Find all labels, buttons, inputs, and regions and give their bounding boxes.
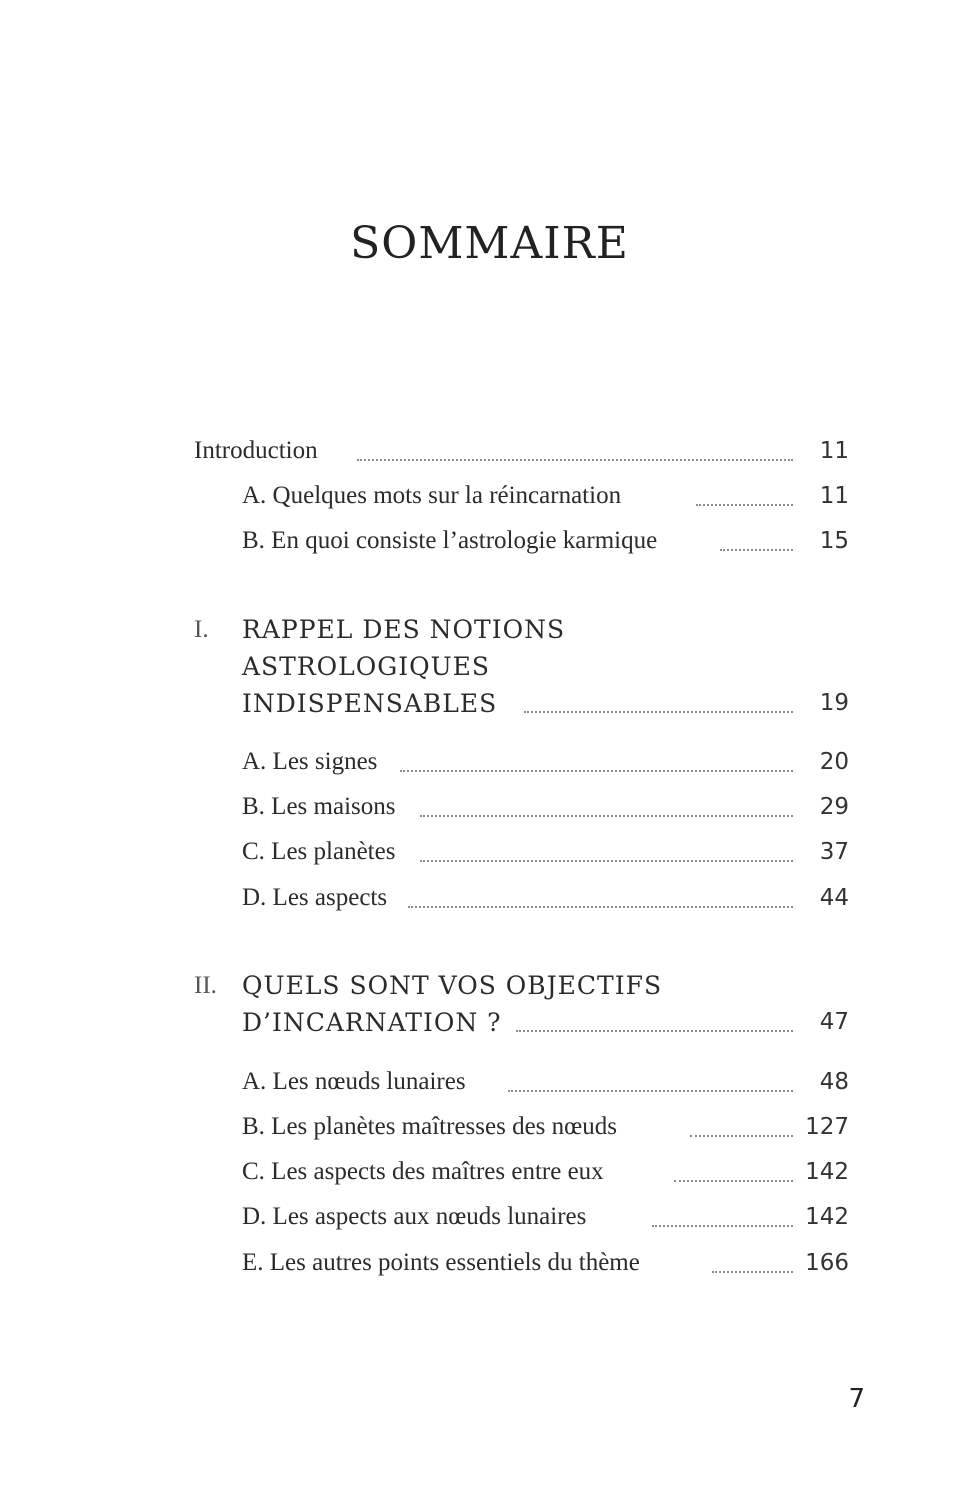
dot-leader bbox=[400, 768, 793, 772]
toc-entry-label: C. Les planètes bbox=[242, 838, 396, 865]
part-numeral: II. bbox=[194, 972, 217, 999]
part-title-line: QUELS SONT VOS OBJECTIFS bbox=[242, 971, 663, 1000]
dot-leader bbox=[508, 1088, 793, 1092]
page-number: 7 bbox=[848, 1384, 865, 1414]
part-title-line: D’INCARNATION ? bbox=[242, 1008, 502, 1037]
toc-entry-label: A. Les signes bbox=[242, 748, 378, 775]
toc-page-number: 166 bbox=[805, 1250, 849, 1276]
toc-page-number: 44 bbox=[819, 885, 849, 911]
dot-leader bbox=[420, 813, 793, 817]
dot-leader bbox=[524, 709, 793, 713]
toc-page-number: 19 bbox=[819, 690, 849, 716]
part-numeral: I. bbox=[194, 616, 209, 643]
dot-leader bbox=[696, 502, 793, 506]
toc-page-number: 127 bbox=[805, 1114, 849, 1140]
toc-page-number: 29 bbox=[819, 794, 849, 820]
toc-entry[interactable] bbox=[0, 478, 979, 514]
dot-leader bbox=[516, 1028, 793, 1032]
toc-entry[interactable] bbox=[0, 523, 979, 559]
toc-entry[interactable] bbox=[0, 1199, 979, 1235]
dot-leader bbox=[652, 1223, 793, 1227]
page-title: SOMMAIRE bbox=[350, 218, 629, 269]
toc-entry[interactable] bbox=[0, 1154, 979, 1190]
dot-leader bbox=[690, 1133, 793, 1137]
dot-leader bbox=[420, 858, 793, 862]
toc-entry-label: E. Les autres points essentiels du thème bbox=[242, 1249, 640, 1276]
toc-page-number: 47 bbox=[819, 1009, 849, 1035]
toc-entry[interactable] bbox=[0, 880, 979, 916]
toc-entry-label: C. Les aspects des maîtres entre eux bbox=[242, 1158, 604, 1185]
toc-page-number: 11 bbox=[819, 438, 849, 464]
dot-leader bbox=[712, 1269, 793, 1273]
toc-entry[interactable] bbox=[0, 1109, 979, 1145]
dot-leader bbox=[357, 457, 793, 461]
toc-entry[interactable] bbox=[0, 834, 979, 870]
toc-entry[interactable] bbox=[0, 1245, 979, 1281]
dot-leader bbox=[408, 904, 793, 908]
toc-entry-label: B. Les maisons bbox=[242, 793, 396, 820]
toc-page-number: 37 bbox=[819, 839, 849, 865]
toc-page-number: 142 bbox=[805, 1204, 849, 1230]
toc-entry-label: D. Les aspects bbox=[242, 884, 388, 911]
toc-page-number: 20 bbox=[819, 749, 849, 775]
toc-entry-label: D. Les aspects aux nœuds lunaires bbox=[242, 1203, 587, 1230]
toc-entry-label: B. Les planètes maîtresses des nœuds bbox=[242, 1113, 617, 1140]
toc-page-number: 15 bbox=[819, 528, 849, 554]
toc-page-number: 11 bbox=[819, 483, 849, 509]
toc-page-number: 48 bbox=[819, 1069, 849, 1095]
toc-entry-label: Introduction bbox=[194, 437, 318, 464]
part-title-line: INDISPENSABLES bbox=[242, 689, 498, 718]
part-title-line: ASTROLOGIQUES bbox=[242, 652, 491, 681]
toc-entry[interactable] bbox=[0, 1064, 979, 1100]
toc-entry-label: A. Quelques mots sur la réincarnation bbox=[242, 482, 622, 509]
dot-leader bbox=[720, 547, 793, 551]
toc-entry-label: B. En quoi consiste l’astrologie karmique bbox=[242, 527, 658, 554]
toc-entry-introduction[interactable] bbox=[0, 433, 979, 469]
toc-entry[interactable] bbox=[0, 744, 979, 780]
part-title-line: RAPPEL DES NOTIONS bbox=[242, 615, 566, 644]
toc-page-number: 142 bbox=[805, 1159, 849, 1185]
toc-entry[interactable] bbox=[0, 789, 979, 825]
toc-entry-label: A. Les nœuds lunaires bbox=[242, 1068, 466, 1095]
dot-leader bbox=[674, 1178, 793, 1182]
